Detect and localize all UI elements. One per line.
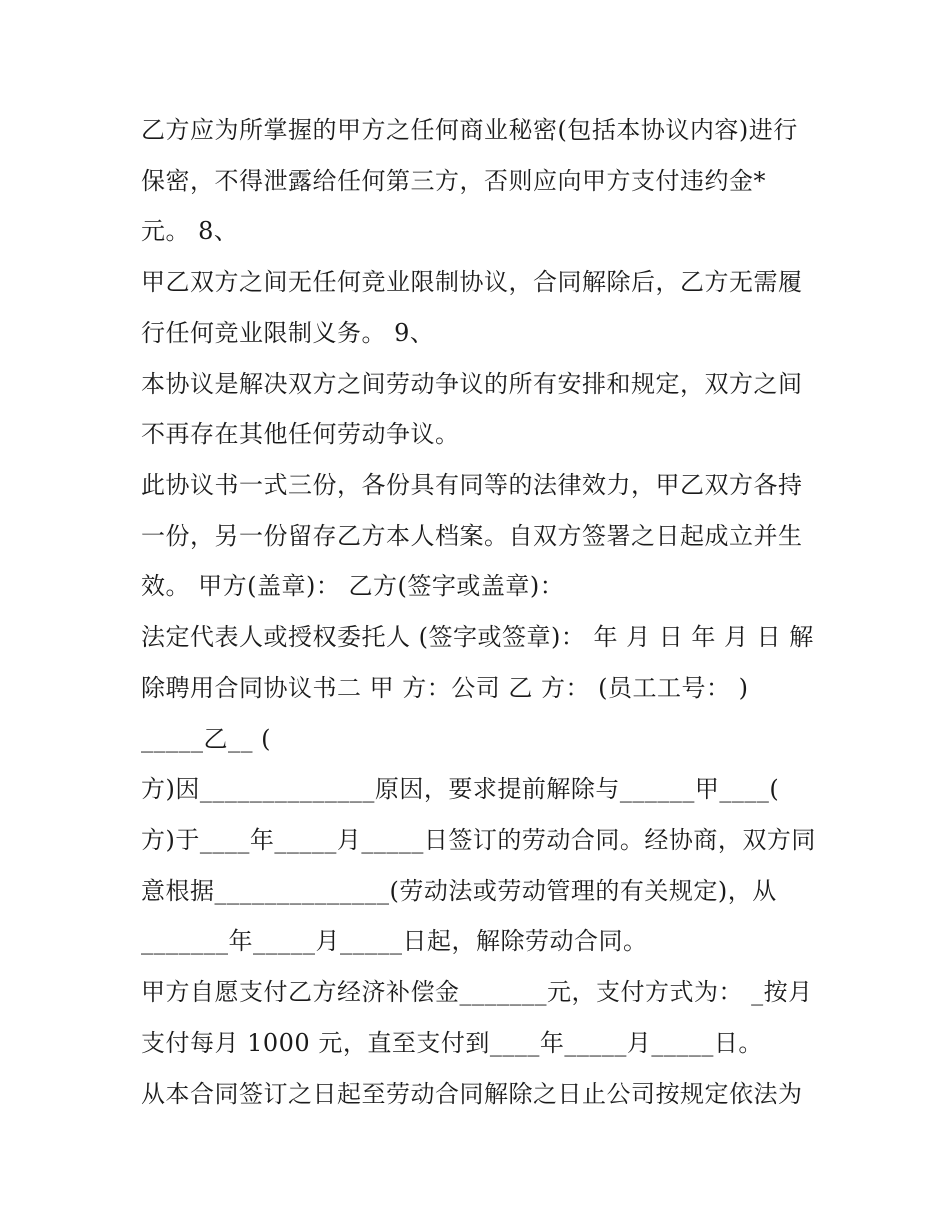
text-line: 法定代表人或授权委托人 (签字或签章)： 年 月 日 年 月 日 解 — [141, 623, 814, 651]
text-line: 意根据______________(劳动法或劳动管理的有关规定)，从 — [141, 877, 777, 905]
text-line: 元。 8、 — [141, 217, 239, 245]
text-line: _______年_____月_____日起，解除劳动合同。 — [141, 927, 648, 955]
text-line: 行任何竞业限制义务。 9、 — [141, 319, 435, 347]
text-line: 保密，不得泄露给任何第三方，否则应向甲方支付违约金* — [141, 167, 766, 195]
text-line: 支付每月 1000 元，直至支付到____年_____月_____日。 — [141, 1029, 763, 1057]
text-line: 除聘用合同协议书二 甲 方：公司 乙 方： (员工工号： ) — [141, 674, 749, 702]
text-line: 此协议书一式三份，各份具有同等的法律效力，甲乙双方各持 — [141, 471, 803, 499]
text-line: 从本合同签订之日起至劳动合同解除之日止公司按规定依法为 — [141, 1080, 803, 1108]
text-line: 乙方应为所掌握的甲方之任何商业秘密(包括本协议内容)进行 — [141, 116, 798, 144]
text-line: 方)因______________原因，要求提前解除与______甲____( — [141, 775, 780, 803]
text-line: _____乙__ ( — [141, 725, 271, 753]
text-line: 方)于____年_____月_____日签订的劳动合同。经协商，双方同 — [141, 826, 816, 854]
text-line: 一份，另一份留存乙方本人档案。自双方签署之日起成立并生 — [141, 522, 803, 550]
text-line: 效。 甲方(盖章)： 乙方(签字或盖章)： — [141, 572, 565, 600]
text-line: 甲乙双方之间无任何竞业限制协议，合同解除后，乙方无需履 — [141, 268, 803, 296]
text-line: 甲方自愿支付乙方经济补偿金_______元，支付方式为： _按月 — [141, 978, 813, 1006]
text-line: 本协议是解决双方之间劳动争议的所有安排和规定，双方之间 — [141, 370, 803, 398]
text-line: 不再存在其他任何劳动争议。 — [141, 420, 460, 448]
